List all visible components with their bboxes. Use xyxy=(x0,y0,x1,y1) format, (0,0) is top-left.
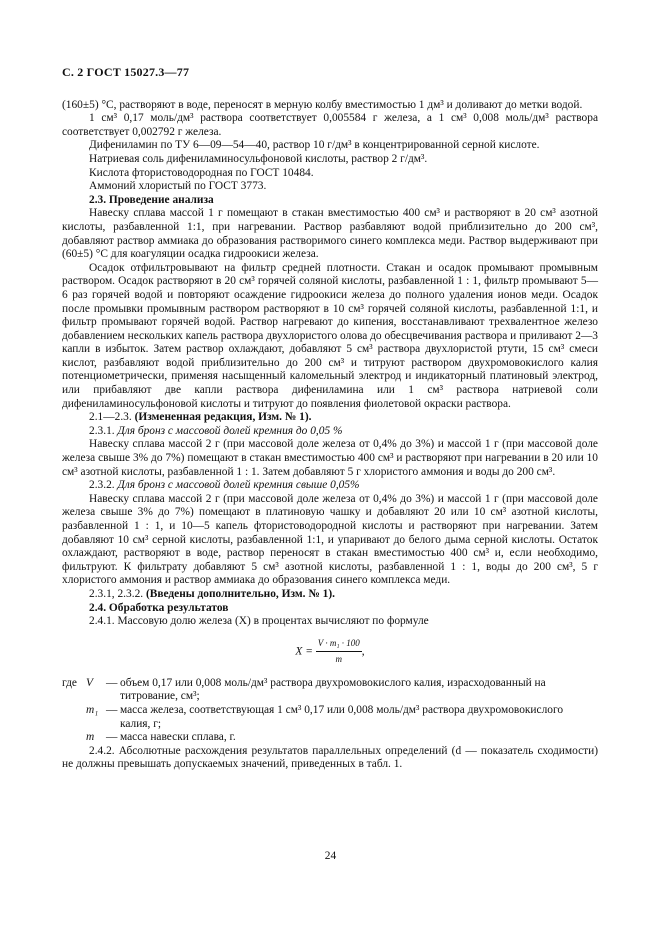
definition-symbol: m xyxy=(86,731,95,744)
subsection-title: Для бронз с массовой долей кремния до 0,05 % xyxy=(117,424,343,437)
amendment-text: (Измененная редакция, Изм. № 1). xyxy=(134,411,312,424)
paragraph-4: Натриевая соль дифениламиносульфоновой кислоты, раствор 2 г/дм³. xyxy=(89,152,428,165)
definition-continuation: титрование, см³; xyxy=(120,690,200,703)
formula-denominator: m xyxy=(335,654,342,665)
definition-row xyxy=(62,731,598,745)
paragraph-8: Навеску сплава массой 1 г помещают в стакан вместимостью 400 см³ и растворяют в 20 см³ азотной кислоты, разбавленной 1:1, при нагревании. Раствор разбавляют водой приблизительно до 200 см³, добавляют раствор аммиака до образования растворимого синего комплекса меди. Раствор выдерживают при (60±5) °С для коагуляции осадка гидроокиси железа. xyxy=(62,207,598,261)
definition-continuation: калия, г; xyxy=(120,717,162,730)
subsection-number: 2.3.2. xyxy=(89,479,118,492)
amendment-text: (Введены дополнительно, Изм. № 1). xyxy=(145,587,335,600)
paragraph-2-4-1: 2.4.1. Массовую долю железа (X) в процентах вычисляют по формуле xyxy=(89,615,429,628)
amendment-prefix: 2.3.1, 2.3.2. xyxy=(89,587,146,600)
subsection-title: Для бронз с массовой долей кремния свыше 0,05% xyxy=(117,479,360,492)
paragraph-3: Дифениламин по ТУ 6—09—54—40, раствор 10 г/дм³ в концентрированной серной кислоте. xyxy=(89,139,540,152)
paragraph-2-3-1: Навеску сплава массой 2 г (при массовой доле железа от 0,4% до 3%) и массой 1 г (при массовой доле железа свыше 3% до 7%) помещают в стакан вместимостью 400 см³ и растворяют при нагревании в 20 или 10 см³ азотной кислоты, разбавленной 1 : 1. Затем добавляют 5 г хлористого аммония и воды до 200 см³. xyxy=(62,438,598,478)
subsection-2-3-2-heading xyxy=(62,479,598,493)
page-number: 24 xyxy=(324,850,337,862)
definition-text xyxy=(120,677,598,704)
definition-line: масса железа, соответствующая 1 см³ 0,17 или 0,008 моль/дм³ раствора двухромовокислого xyxy=(120,703,564,716)
paragraph-2-3-2: Навеску сплава массой 2 г (при массовой доле железа от 0,4% до 3%) и массой 1 г (при массовой доле железа свыше 3% до 7%) помещают в платиновую чашку и добавляют 20 или 10 см³ азотной кислоты, разбавленной 1 : 1, и 10—5 капель фтористоводородной кислоты и растворяют при нагревании. Затем добавляют 10 см³ серной кислоты, разбавленной 1:1, и упаривают до белого дыма серной кислоты. Остаток охлаждают, растворяют в воде, раствор переносят в стакан вместимостью 400 см³ и, если необходимо, фильтруют. К фильтрату добавляют 5 см³ азотной кислоты, разбавленной 1 : 1, воды до 200 см³, 5 г хлористого аммония и раствор аммиака до образования синего комплекса меди. xyxy=(62,492,598,587)
document-page xyxy=(62,66,598,772)
paragraph-1: (160±5) °С, растворяют в воде, переносят в мерную колбу вместимостью 1 дм³ и доливают до метки водой. xyxy=(62,98,583,111)
paragraph-5: Кислота фтористоводородная по ГОСТ 10484. xyxy=(89,166,314,179)
definition-row xyxy=(62,704,598,731)
section-heading-2-3: 2.3. Проведение анализа xyxy=(89,193,214,206)
definition-lead: где xyxy=(62,676,77,689)
paragraph-2: 1 см³ 0,17 моль/дм³ раствора соответствует 0,005584 г железа, а 1 см³ 0,008 моль/дм³ раствора соответствует 0,002792 г железа. xyxy=(62,112,598,138)
amendment-prefix: 2.1—2.3. xyxy=(89,411,135,424)
variable-definitions xyxy=(62,677,598,745)
definition-lead xyxy=(62,704,86,731)
formula-fraction xyxy=(316,637,362,667)
definition-symbol: V xyxy=(86,676,93,689)
definition-text xyxy=(120,704,598,731)
paragraph-9: Осадок отфильтровывают на фильтр средней плотности. Стакан и осадок промывают промывным раствором. Осадок растворяют в 20 см³ горячей соляной кислоты, разбавленной 1 : 1, фильтр промывают 5—6 раз горячей водой и повторяют осаждение гидроокиси железа до полного удаления ионов меди. Осадок после промывки промывным раствором растворяют в 10 см³ горячей соляной кислоты, разбавленной 1:1, и фильтр промывают горячей водой. Раствор нагревают до кипения, восстанавливают трехвалентное железо добавлением нескольких капель раствора двухлористого олова до обесцвечивания раствора и приливают 2—3 капли в избыток. Затем раствор охлаждают, добавляют 5 см³ раствора двухлористой ртути, 15 см³ смеси кислот, разбавляют водой приблизительно до 200 см³ и титруют раствором двухромовокислого калия потенциометрически, применяя насыщенный каломельный электрод и индикаторный платиновый электрод, или прибавляют две капли раствора дифениламина или 1 см³ раствора натриевой соли дифениламиносульфоновой кислоты и титруют до появления фиолетовой окраски раствора. xyxy=(62,261,598,410)
subsection-2-3-1-heading xyxy=(62,425,598,439)
definition-dash: — xyxy=(106,703,118,716)
iron-fraction-formula xyxy=(62,637,598,667)
amendment-note-2 xyxy=(62,588,598,602)
definition-dash: — xyxy=(106,731,118,744)
section-heading-2-4: 2.4. Обработка результатов xyxy=(89,601,229,614)
definition-line: объем 0,17 или 0,008 моль/дм³ раствора двухромовокислого калия, израсходованный на xyxy=(120,676,546,689)
definition-lead xyxy=(62,731,86,745)
formula-lhs: X = xyxy=(295,645,313,658)
subsection-number: 2.3.1. xyxy=(89,424,118,437)
definition-dash: — xyxy=(106,676,118,689)
definition-text xyxy=(120,731,598,745)
definition-row xyxy=(62,677,598,704)
paragraph-2-4-2: 2.4.2. Абсолютные расхождения результатов параллельных определений (d — показатель сходимости) не должны превышать допускаемых значений, приведенных в табл. 1. xyxy=(62,744,598,771)
definition-line: масса навески сплава, г. xyxy=(120,731,236,744)
paragraph-6: Аммоний хлористый по ГОСТ 3773. xyxy=(89,180,267,193)
definition-symbol: m₁ xyxy=(86,703,99,716)
formula-numerator: V · m₁ · 100 xyxy=(316,637,362,653)
formula-tail: , xyxy=(361,645,365,658)
amendment-note-1 xyxy=(62,411,598,425)
page-header: С. 2 ГОСТ 15027.3—77 xyxy=(62,65,190,79)
